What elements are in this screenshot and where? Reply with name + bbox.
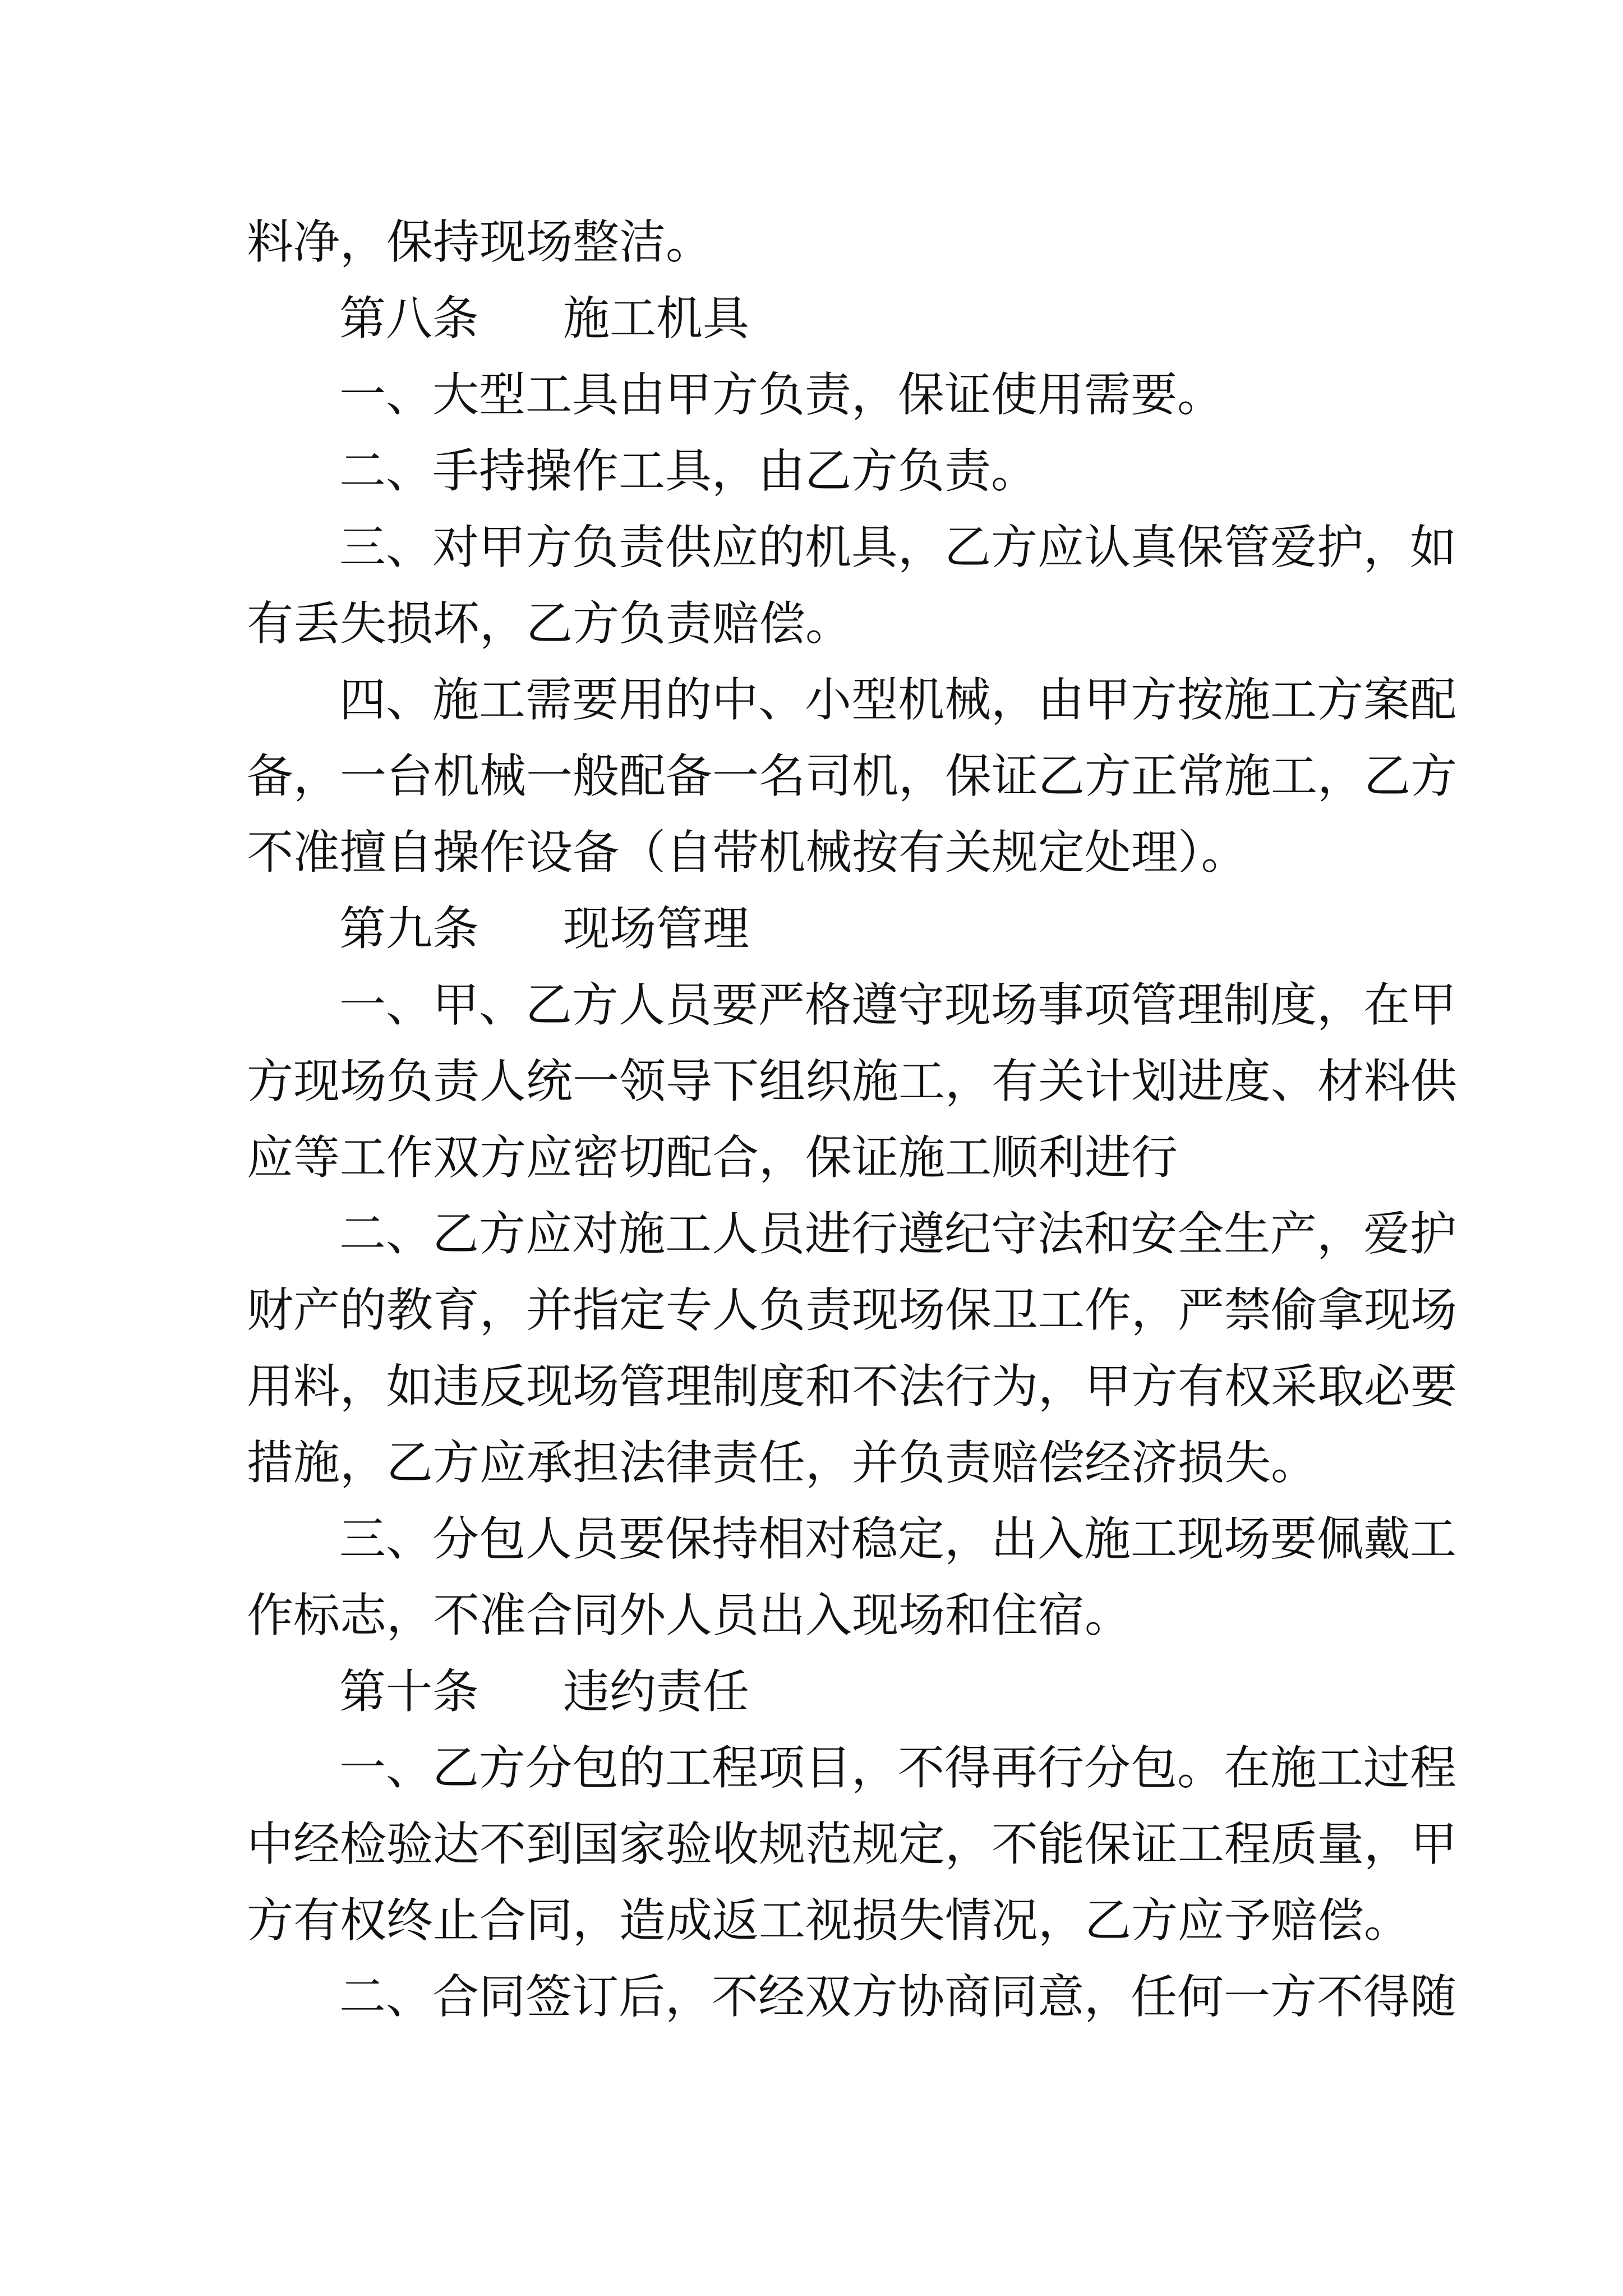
text-line: 中经检验达不到国家验收规范规定，不能保证工程质量，甲 [247,1817,1457,1871]
section-title: 现场管理 [563,901,749,956]
text-line: 四、施工需要用的中、小型机械，由甲方按施工方案配 [339,673,1456,727]
text-line: 方有权终止合同，造成返工视损失情况，乙方应予赔偿。 [247,1893,1410,1948]
text-line: 二、手持操作工具，由乙方负责。 [339,444,1038,498]
text-line: 一、大型工具由甲方负责，保证使用需要。 [339,367,1224,422]
text-line: 用料，如违反现场管理制度和不法行为，甲方有权采取必要 [247,1359,1457,1414]
section-heading [339,901,749,957]
text-line: 一、甲、乙方人员要严格遵守现场事项管理制度，在甲 [339,978,1456,1032]
text-line: 三、对甲方负责供应的机具，乙方应认真保管爱护，如 [339,520,1456,574]
text-line: 二、合同签订后，不经双方协商同意，任何一方不得随 [339,1970,1456,2024]
section-heading [339,291,749,347]
text-line: 备，一台机械一般配备一名司机，保证乙方正常施工，乙方 [247,749,1457,803]
section-title: 施工机具 [563,291,749,346]
text-line: 一、乙方分包的工程项目，不得再行分包。在施工过程 [339,1741,1456,1795]
section-number: 第九条 [339,901,479,956]
text-line: 方现场负责人统一领导下组织施工，有关计划进度、材料供 [247,1054,1457,1108]
section-title: 违约责任 [563,1664,749,1719]
section-number: 第八条 [339,291,479,346]
text-line: 应等工作双方应密切配合，保证施工顺利进行 [247,1130,1178,1185]
text-line: 财产的教育，并指定专人负责现场保卫工作，严禁偷拿现场 [247,1283,1457,1337]
text-line: 三、分包人员要保持相对稳定，出入施工现场要佩戴工 [339,1512,1456,1566]
text-line: 不准擅自操作设备（自带机械按有关规定处理）。 [247,825,1248,880]
section-number: 第十条 [339,1664,479,1719]
text-line: 料净，保持现场整洁。 [247,215,712,269]
text-line: 有丢失损坏，乙方负责赔偿。 [247,596,852,651]
text-line: 二、乙方应对施工人员进行遵纪守法和安全生产，爱护 [339,1207,1456,1261]
text-line: 作标志，不准合同外人员出入现场和住宿。 [247,1588,1131,1642]
section-heading [339,1664,749,1720]
text-line: 措施，乙方应承担法律责任，并负责赔偿经济损失。 [247,1435,1317,1490]
